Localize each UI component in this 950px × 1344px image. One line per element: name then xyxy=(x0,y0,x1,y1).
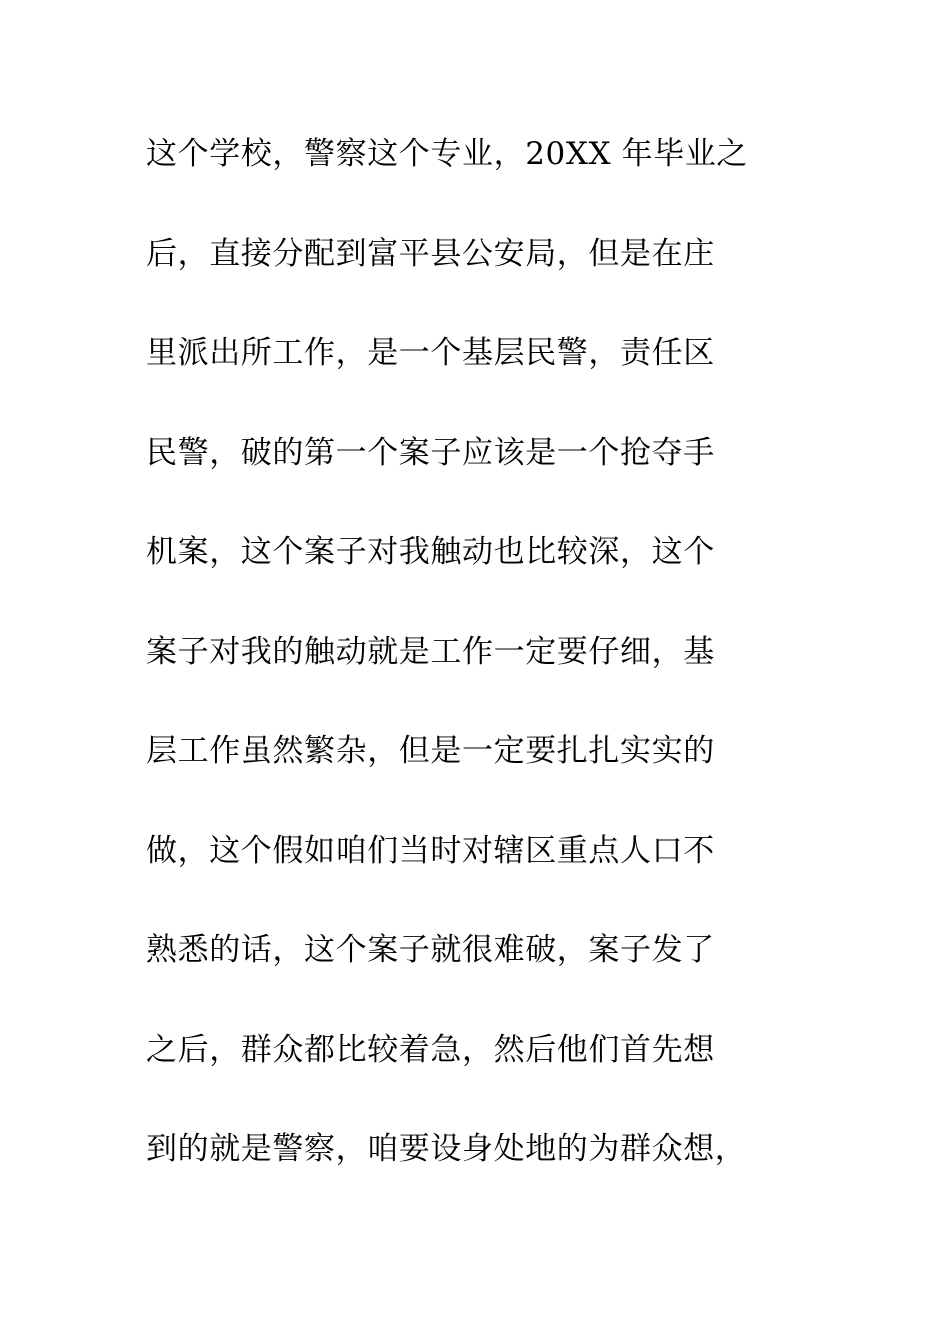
text-line: 这个学校，警察这个专业，20XX 年毕业之 xyxy=(146,136,749,172)
text-line: 层工作虽然繁杂，但是一定要扎扎实实的 xyxy=(146,733,715,769)
text-line: 做，这个假如咱们当时对辖区重点人口不 xyxy=(146,832,715,869)
text-line: 到的就是警察，咱要设身处地的为群众想， xyxy=(146,1131,747,1167)
text-line: 机案，这个案子对我触动也比较深，这个 xyxy=(146,534,715,570)
text-line: 之后，群众都比较着急，然后他们首先想 xyxy=(146,1031,715,1068)
text-line: 里派出所工作，是一个基层民警，责任区 xyxy=(146,335,715,371)
text-line: 民警，破的第一个案子应该是一个抢夺手 xyxy=(146,434,715,471)
text-line: 案子对我的触动就是工作一定要仔细，基 xyxy=(146,633,715,670)
text-line: 熟悉的话，这个案子就很难破，案子发了 xyxy=(146,932,715,968)
body-text xyxy=(146,122,826,1217)
text-line: 后，直接分配到富平县公安局，但是在庄 xyxy=(146,235,715,272)
